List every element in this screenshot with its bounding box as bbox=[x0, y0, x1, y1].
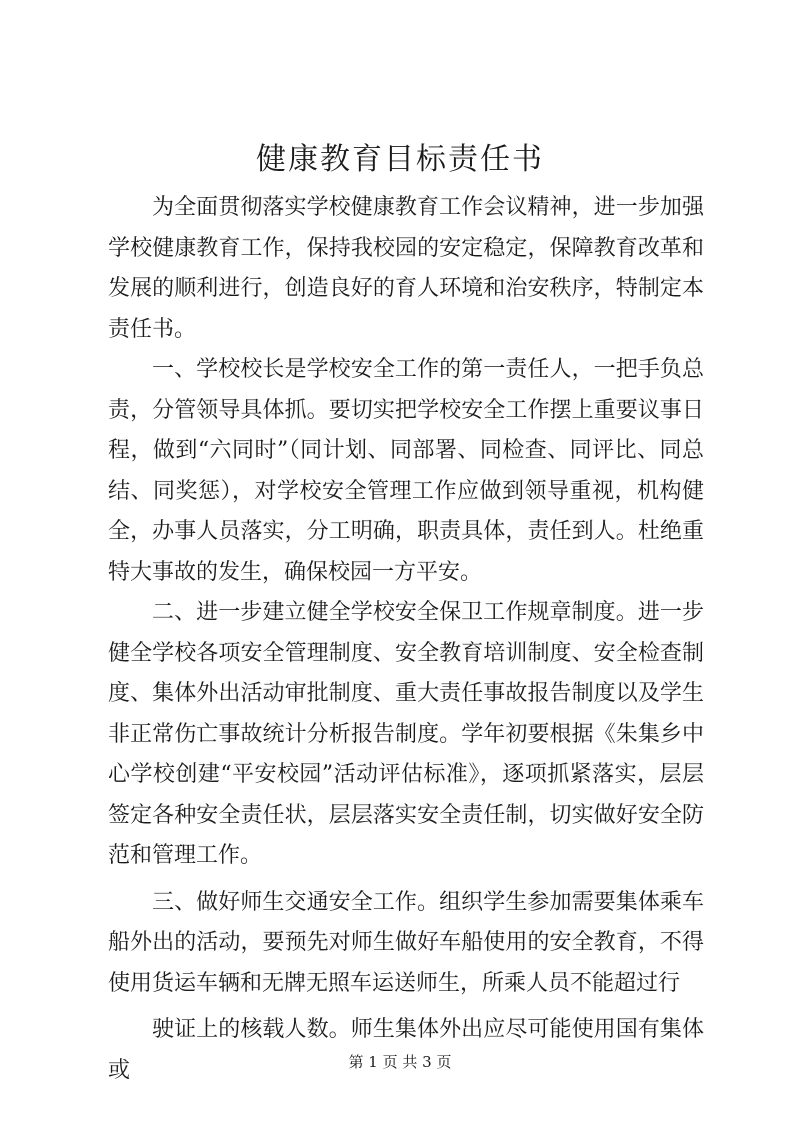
paragraph-item-2: 二、进一步建立健全学校安全保卫工作规章制度。进一步健全学校各项安全管理制度、安全教育培训制度、安全检查制度、集体外出活动审批制度、重大责任事故报告制度以及学生非正常伤亡事故统计分析报告制度。学年初要根据《朱集乡中心学校创建“平安校园”活动评估标准》，逐项抓紧落实，层层签定各种安全责任状，层层落实安全责任制，切实做好安全防范和管理工作。 bbox=[108, 600, 704, 868]
page-footer: 第 1 页 共 3 页 bbox=[348, 1053, 452, 1071]
document-title: 健康教育目标责任书 bbox=[256, 142, 544, 177]
paragraph-intro: 为全面贯彻落实学校健康教育工作会议精神，进一步加强学校健康教育工作，保持我校园的安定稳定，保障教育改革和发展的顺利进行，创造良好的育人环境和治安秩序，特制定本责任书。 bbox=[108, 195, 704, 342]
paragraph-item-3: 三、做好师生交通安全工作。组织学生参加需要集体乘车船外出的活动，要预先对师生做好车船使用的安全教育，不得使用货运车辆和无牌无照车运送师生，所乘人员不能超过行 bbox=[108, 889, 704, 996]
paragraph-item-1: 一、学校校长是学校安全工作的第一责任人，一把手负总责，分管领导具体抓。要切实把学校安全工作摆上重要议事日程，做到“六同时”（同计划、同部署、同检查、同评比、同总结、同奖惩），对学校安全管理工作应做到领导重视，机构健全，办事人员落实，分工明确，职责具体，责任到人。杜绝重特大事故的发生，确保校园一方平安。 bbox=[108, 357, 704, 585]
document-body bbox=[108, 188, 704, 1091]
paragraph-continuation: 驶证上的核载人数。师生集体外出应尽可能使用国有集体或 bbox=[108, 1017, 704, 1083]
